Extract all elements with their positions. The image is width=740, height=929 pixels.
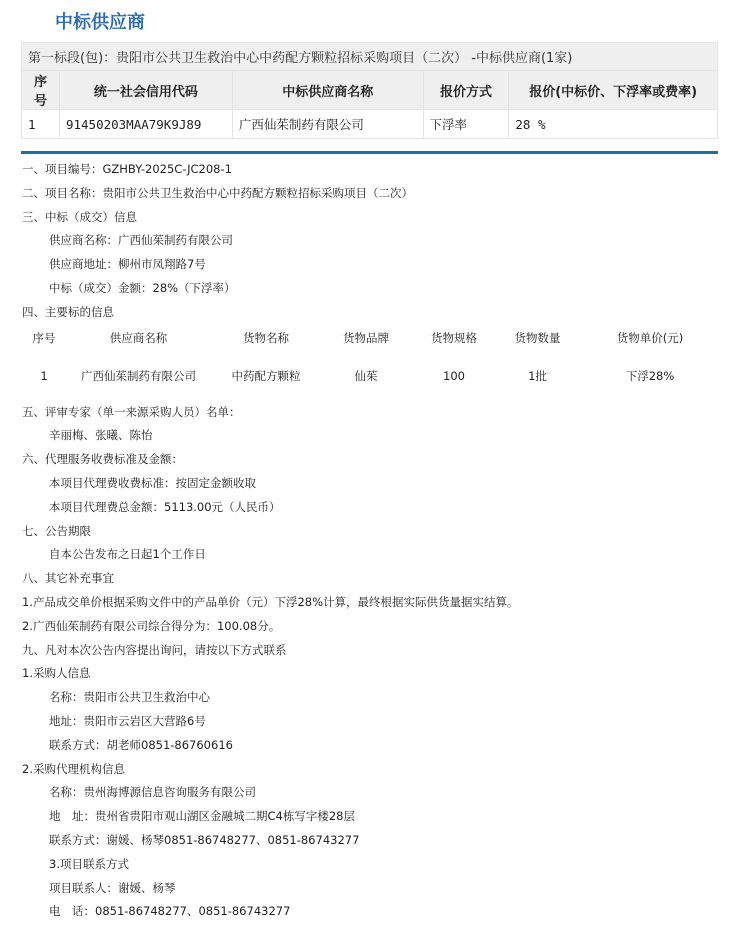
text-line: 供应商名称：广西仙茱制药有限公司 bbox=[49, 233, 233, 248]
table-row bbox=[22, 110, 718, 139]
text-line: 电 话：0851-86748277、0851-86743277 bbox=[49, 904, 291, 919]
column-header: 货物名称 bbox=[243, 330, 289, 345]
table-cell: 100 bbox=[443, 368, 465, 383]
text-line: 一、项目编号：GZHBY-2025C-JC208-1 bbox=[22, 162, 232, 176]
text-line: 地址：贵阳市云岩区大营路6号 bbox=[49, 713, 206, 728]
text-line: 项目联系人：谢媛、杨琴 bbox=[49, 880, 176, 895]
text-line: 联系方式：谢媛、杨琴0851-86748277、0851-86743277 bbox=[49, 832, 360, 847]
column-header: 统一社会信用代码 bbox=[59, 71, 232, 110]
table-cell: 91450203MAA79K9J89 bbox=[59, 110, 232, 139]
table-cell: 仙茱 bbox=[354, 368, 378, 383]
text-line: 供应商地址：柳州市凤翔路7号 bbox=[49, 257, 206, 272]
winning-supplier-table bbox=[21, 42, 718, 139]
announcement-body bbox=[22, 158, 722, 924]
main-items-table bbox=[22, 325, 722, 401]
text-line: 自本公告发布之日起1个工作日 bbox=[49, 547, 206, 562]
text-line: 2.采购代理机构信息 bbox=[22, 761, 125, 776]
column-header: 货物单价(元) bbox=[616, 330, 684, 345]
table-cell: 1 bbox=[22, 110, 60, 139]
text-line: 3.项目联系方式 bbox=[49, 856, 129, 871]
table-cell: 28 % bbox=[509, 110, 718, 139]
text-line: 2.广西仙茱制药有限公司综合得分为：100.08分。 bbox=[22, 618, 281, 633]
text-line: 四、主要标的信息 bbox=[22, 304, 114, 319]
column-header: 货物品牌 bbox=[343, 330, 389, 345]
table-cell: 1 bbox=[40, 368, 48, 383]
items-header-row bbox=[22, 325, 722, 353]
text-line: 本项目代理费收费标准：按固定金额收取 bbox=[49, 475, 256, 490]
table-cell: 下浮28% bbox=[625, 368, 675, 383]
text-line: 八、其它补充事宜 bbox=[22, 571, 114, 586]
lot-caption: 第一标段(包)：贵阳市公共卫生救治中心中药配方颗粒招标采购项目（二次） -中标供应商(1家) bbox=[22, 43, 718, 71]
column-header: 供应商名称 bbox=[109, 330, 168, 345]
column-header: 序号 bbox=[32, 330, 56, 345]
table-cell: 广西仙茱制药有限公司 bbox=[232, 110, 423, 139]
text-line: 三、中标（成交）信息 bbox=[22, 209, 137, 224]
text-line: 中标（成交）金额：28%（下浮率） bbox=[49, 280, 236, 295]
table-cell: 广西仙茱制药有限公司 bbox=[81, 368, 196, 383]
page-title: 中标供应商 bbox=[55, 12, 145, 33]
text-line: 1.采购人信息 bbox=[22, 666, 91, 681]
column-header: 中标供应商名称 bbox=[232, 71, 423, 110]
column-header: 报价(中标价、下浮率或费率) bbox=[509, 71, 718, 110]
table-cell: 1批 bbox=[528, 368, 547, 383]
text-line: 辛丽梅、张曦、陈怡 bbox=[49, 428, 153, 443]
text-line: 名称：贵阳市公共卫生救治中心 bbox=[49, 690, 210, 705]
text-line: 名称：贵州海博源信息咨询服务有限公司 bbox=[49, 785, 256, 800]
text-line: 联系方式：胡老师0851-86760616 bbox=[49, 737, 233, 752]
text-line: 二、项目名称：贵阳市公共卫生救治中心中药配方颗粒招标采购项目（二次） bbox=[22, 185, 413, 200]
column-header: 货物数量 bbox=[514, 330, 561, 345]
text-line: 五、评审专家（单一来源采购人员）名单： bbox=[22, 404, 241, 419]
column-header: 序号 bbox=[22, 71, 60, 110]
column-header: 货物规格 bbox=[431, 330, 477, 345]
table-row bbox=[22, 353, 722, 401]
section-divider bbox=[21, 151, 718, 154]
lot-caption-row bbox=[22, 43, 718, 71]
column-header: 报价方式 bbox=[423, 71, 509, 110]
text-line: 六、代理服务收费标准及金额： bbox=[22, 452, 183, 467]
table-cell: 中药配方颗粒 bbox=[231, 368, 301, 383]
text-line: 七、公告期限 bbox=[22, 523, 91, 538]
text-line: 地 址：贵州省贵阳市观山湖区金融城二期C4栋写字楼28层 bbox=[49, 809, 355, 824]
text-line: 九、凡对本次公告内容提出询问，请按以下方式联系 bbox=[22, 642, 287, 657]
table-cell: 下浮率 bbox=[423, 110, 509, 139]
text-line: 1.产品成交单价根据采购文件中的产品单价（元）下浮28%计算，最终根据实际供货量据实结算。 bbox=[22, 594, 519, 609]
table-header-row bbox=[22, 71, 718, 110]
text-line: 本项目代理费总金额：5113.00元（人民币） bbox=[49, 499, 281, 514]
